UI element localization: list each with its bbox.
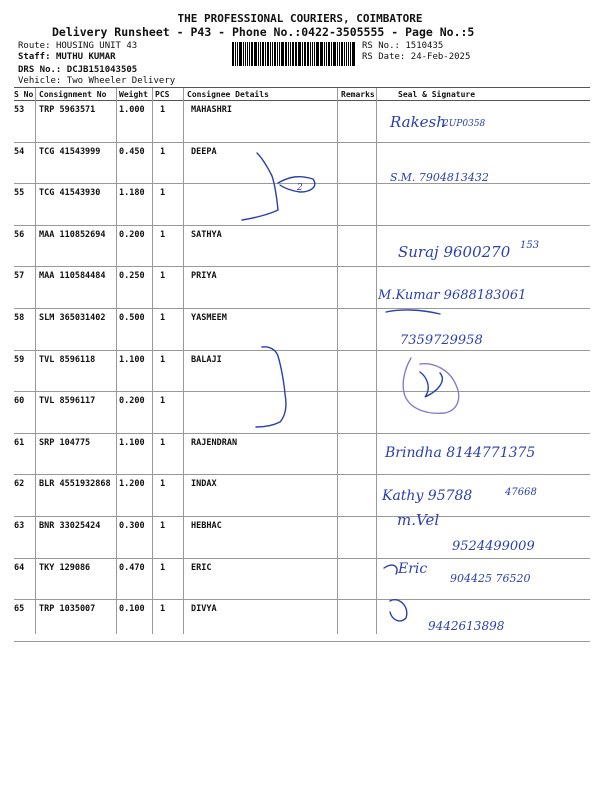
cell-weight: 1.100: [119, 354, 145, 365]
signature-62: Kathy 95788: [382, 488, 473, 504]
drs-info: [18, 65, 137, 75]
rs-date-value: 24-Feb-2025: [410, 52, 471, 62]
drs-value: DCJB151043505: [66, 65, 138, 75]
table-top-rule: [14, 87, 590, 88]
rs-date: [362, 52, 470, 62]
col-header-consignment: Consignment No: [39, 90, 107, 99]
cell-consignee: MAHASHRI: [191, 105, 232, 115]
signature-63: m.Vel: [397, 511, 440, 529]
barcode-bar: [298, 42, 301, 66]
table-row: [14, 226, 590, 268]
barcode-bar: [324, 42, 325, 66]
col-header-pcs: PCS: [155, 90, 170, 99]
barcode-bar: [285, 42, 287, 66]
cell-consignment-no: TRP 1035007: [39, 604, 96, 615]
cell-sno: 57: [14, 271, 25, 282]
barcode-bar: [267, 42, 270, 66]
barcode-bar: [348, 42, 349, 66]
barcode-bar: [235, 42, 236, 66]
vehicle-info: [18, 76, 175, 86]
row-divider: [14, 641, 590, 642]
cell-consignment-no: MAA 110584484: [39, 271, 106, 282]
cell-weight: 0.250: [119, 271, 145, 282]
cell-sno: 62: [14, 479, 25, 490]
cell-pcs: 1: [160, 521, 166, 531]
cell-sno: 53: [14, 105, 25, 115]
barcode-bar: [254, 42, 257, 66]
barcode-bar: [310, 42, 311, 66]
barcode-bar: [277, 42, 278, 66]
cell-pcs: 1: [160, 188, 166, 199]
cell-consignment-no: BLR 4551932868: [39, 479, 111, 490]
cell-weight: 0.200: [119, 229, 145, 240]
signature-56-number: 153: [520, 240, 540, 251]
cell-consignment-no: TCG 41543930: [39, 188, 101, 199]
signature-57: M.Kumar 9688183061: [378, 288, 527, 303]
table-row: [14, 600, 590, 642]
barcode-bar: [312, 42, 313, 66]
table-row: [14, 559, 590, 601]
barcode-bar: [292, 42, 294, 66]
cell-sno: 64: [14, 562, 25, 573]
barcode-bar: [304, 42, 306, 66]
barcode-bar: [333, 42, 336, 66]
table-row: [14, 184, 590, 226]
signature-54: S.M. 7904813432: [390, 171, 489, 184]
rs-no-value: 1510435: [405, 41, 444, 51]
cell-weight: 1.200: [119, 479, 145, 490]
barcode-bar: [251, 42, 253, 66]
staff-info: [18, 52, 116, 62]
barcode-bar: [265, 42, 266, 66]
cell-pcs: 1: [160, 479, 166, 490]
barcode-bar: [290, 42, 291, 66]
barcode-bar: [302, 42, 303, 66]
rs-number: [362, 41, 443, 51]
col-header-signature: Seal & Signature: [398, 90, 476, 99]
cell-pcs: 1: [160, 146, 166, 157]
signature-58-number: 7359729958: [400, 333, 483, 348]
staff-value: MUTHU KUMAR: [55, 52, 116, 62]
barcode-bar: [272, 42, 273, 66]
staff-label: Staff:: [18, 52, 51, 62]
cell-sno: 60: [14, 396, 25, 407]
cell-consignee: SATHYA: [191, 229, 222, 240]
cell-sno: 61: [14, 437, 25, 448]
cell-consignee: RAJENDRAN: [191, 437, 238, 448]
barcode-bar: [262, 42, 264, 66]
table-row: [14, 143, 590, 185]
cell-consignment-no: SLM 365031402: [39, 313, 106, 323]
drs-label: DRS No.:: [18, 65, 62, 75]
cell-pcs: 1: [160, 354, 166, 365]
signature-56: Suraj 9600270: [398, 243, 511, 261]
col-header-consignee: Consignee Details: [187, 90, 269, 99]
barcode: [232, 42, 356, 66]
vehicle-value: Two Wheeler Delivery: [66, 76, 176, 86]
table-row: [14, 267, 590, 309]
signature-61: Brindha 8144771375: [385, 445, 536, 461]
cell-pcs: 1: [160, 396, 166, 407]
barcode-bar: [321, 42, 323, 66]
barcode-bar: [260, 42, 261, 66]
signature-65-number: 9442613898: [428, 619, 505, 633]
cell-pcs: 1: [160, 229, 166, 240]
route-label: Route:: [18, 41, 51, 51]
col-header-sno: S No: [14, 90, 34, 99]
cell-weight: 0.450: [119, 146, 145, 157]
table-row: [14, 392, 590, 434]
vehicle-label: Vehicle:: [18, 76, 62, 86]
barcode-bar: [326, 42, 327, 66]
cell-consignee: YASMEEM: [191, 313, 227, 323]
cell-pcs: 1: [160, 271, 166, 282]
cell-sno: 63: [14, 521, 25, 531]
route-value: HOUSING UNIT 43: [55, 41, 138, 51]
table-row: [14, 101, 590, 143]
cell-consignee: HEBHAC: [191, 521, 222, 531]
cell-weight: 0.470: [119, 562, 145, 573]
barcode-bar: [281, 42, 284, 66]
signature-63-number: 9524499009: [452, 539, 535, 554]
barcode-bar: [296, 42, 297, 66]
barcode-bar: [245, 42, 247, 66]
cell-pcs: 1: [160, 562, 166, 573]
cell-sno: 55: [14, 188, 25, 199]
col-header-weight: Weight: [119, 90, 148, 99]
barcode-bar: [249, 42, 250, 66]
cell-consignment-no: TCG 41543999: [39, 146, 101, 157]
barcode-bar: [350, 42, 351, 66]
signature-53-number: 2UP0358: [443, 119, 486, 129]
cell-weight: 0.300: [119, 521, 145, 531]
barcode-bar: [344, 42, 345, 66]
cell-consignee: DIVYA: [191, 604, 217, 615]
company-name: THE PROFESSIONAL COURIERS, COIMBATORE: [177, 12, 423, 25]
cell-sno: 54: [14, 146, 25, 157]
barcode-bar: [258, 42, 259, 66]
barcode-bar: [279, 42, 280, 66]
table-row: [14, 351, 590, 393]
cell-consignment-no: MAA 110852694: [39, 229, 106, 240]
cell-consignee: DEEPA: [191, 146, 217, 157]
barcode-bar: [337, 42, 338, 66]
cell-weight: 1.100: [119, 437, 145, 448]
barcode-bar: [307, 42, 309, 66]
cell-pcs: 1: [160, 313, 166, 323]
barcode-bar: [331, 42, 332, 66]
barcode-bar: [352, 42, 355, 66]
rs-date-label: RS Date:: [362, 52, 406, 62]
cell-weight: 0.500: [119, 313, 145, 323]
barcode-bar: [288, 42, 289, 66]
barcode-bar: [232, 42, 234, 66]
signature-64: Eric: [398, 561, 428, 577]
cell-consignment-no: SRP 104775: [39, 437, 91, 448]
cell-consignment-no: TVL 8596117: [39, 396, 96, 407]
barcode-bar: [247, 42, 248, 66]
rs-no-label: RS No.:: [362, 41, 400, 51]
barcode-bar: [239, 42, 242, 66]
route-info: [18, 41, 137, 51]
barcode-bar: [243, 42, 244, 66]
barcode-bar: [295, 42, 296, 66]
table-row: [14, 475, 590, 517]
col-header-remarks: Remarks: [341, 90, 375, 99]
barcode-bar: [274, 42, 276, 66]
table-row: [14, 434, 590, 476]
bracket-mark-label: 2: [297, 183, 303, 193]
cell-weight: 0.200: [119, 396, 145, 407]
barcode-bar: [316, 42, 319, 66]
cell-consignee: BALAJI: [191, 354, 222, 365]
cell-consignee: ERIC: [191, 562, 212, 573]
cell-consignment-no: TVL 8596118: [39, 354, 96, 365]
cell-pcs: 1: [160, 604, 166, 615]
barcode-bar: [270, 42, 271, 66]
table-row: [14, 309, 590, 351]
barcode-bar: [339, 42, 340, 66]
signature-64-number: 904425 76520: [450, 572, 531, 585]
cell-pcs: 1: [160, 437, 166, 448]
signature-62-number: 47668: [505, 487, 537, 498]
barcode-bar: [346, 42, 348, 66]
cell-consignee: PRIYA: [191, 271, 217, 282]
table-row: [14, 517, 590, 559]
cell-consignee: INDAX: [191, 479, 217, 490]
cell-consignment-no: TRP 5963571: [39, 105, 96, 115]
cell-pcs: 1: [160, 105, 166, 115]
cell-sno: 59: [14, 354, 25, 365]
barcode-bar: [328, 42, 330, 66]
cell-consignment-no: TKY 129086: [39, 562, 91, 573]
cell-sno: 65: [14, 604, 25, 615]
cell-weight: 1.000: [119, 105, 145, 115]
cell-sno: 56: [14, 229, 25, 240]
barcode-bar: [341, 42, 343, 66]
cell-weight: 1.180: [119, 188, 145, 199]
cell-sno: 58: [14, 313, 25, 323]
barcode-bar: [320, 42, 321, 66]
barcode-bar: [237, 42, 238, 66]
barcode-bar: [314, 42, 315, 66]
runsheet-title: Delivery Runsheet - P43 - Phone No.:0422-3505555 - Page No.:5: [52, 25, 475, 39]
cell-weight: 0.100: [119, 604, 145, 615]
cell-consignment-no: BNR 33025424: [39, 521, 101, 531]
signature-53: Rakesh: [390, 113, 446, 131]
